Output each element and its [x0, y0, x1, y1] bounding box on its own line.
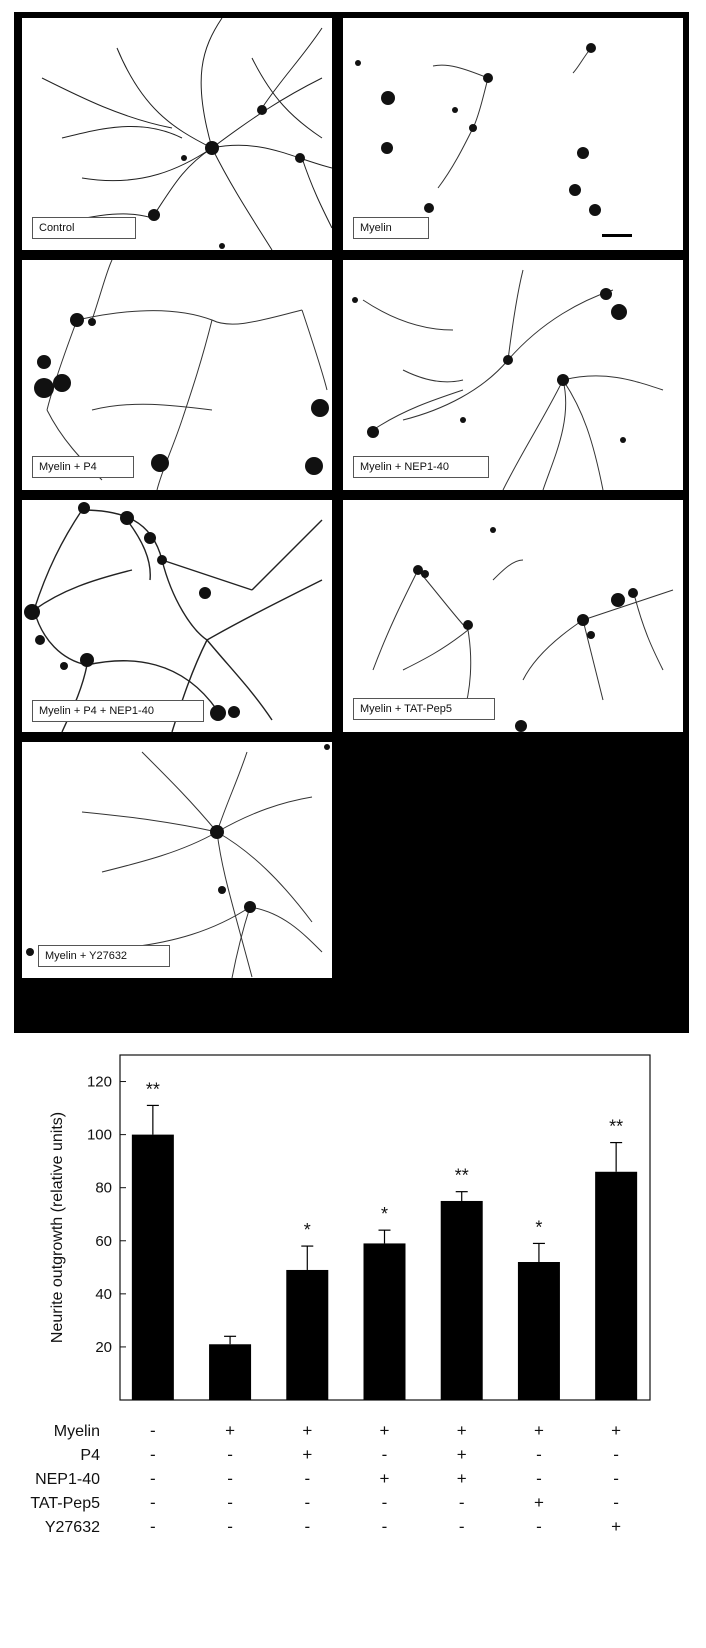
y-tick-label: 40: [95, 1285, 112, 1303]
neuron-image: [22, 742, 332, 978]
significance-marker: **: [145, 1079, 160, 1100]
condition-sign: -: [381, 1517, 388, 1536]
y-tick-label: 20: [95, 1338, 112, 1356]
condition-label: NEP1-40: [35, 1471, 100, 1488]
condition-sign: -: [536, 1445, 542, 1464]
panel-label: Myelin: [353, 217, 429, 239]
neuron-image: [343, 18, 683, 250]
micrograph-grid: [14, 12, 689, 1033]
bar-chart: [0, 1040, 706, 1648]
significance-marker: *: [535, 1217, 543, 1238]
condition-label: Y27632: [44, 1519, 100, 1536]
panel-myelin: [343, 18, 683, 250]
bar: [518, 1262, 560, 1400]
bar: [132, 1135, 174, 1400]
condition-sign: +: [533, 1421, 544, 1440]
bar: [286, 1270, 328, 1400]
condition-sign: -: [150, 1469, 156, 1488]
condition-sign: -: [613, 1445, 619, 1464]
condition-sign: -: [150, 1421, 156, 1440]
condition-sign: -: [536, 1517, 542, 1536]
y-tick-label: 120: [86, 1073, 112, 1091]
condition-sign: -: [227, 1517, 233, 1536]
condition-sign: -: [150, 1517, 156, 1536]
significance-marker: *: [380, 1204, 389, 1225]
panel-control: [22, 18, 332, 250]
significance-marker: *: [303, 1220, 311, 1241]
condition-label: P4: [80, 1447, 100, 1464]
condition-sign: -: [381, 1445, 388, 1464]
condition-sign: -: [458, 1517, 465, 1536]
condition-sign: +: [302, 1445, 313, 1464]
panel-label: Myelin + TAT-Pep5: [353, 698, 495, 720]
bar: [441, 1201, 483, 1400]
y-tick-label: 100: [86, 1126, 112, 1144]
condition-sign: -: [613, 1469, 619, 1488]
condition-sign: -: [381, 1493, 388, 1512]
condition-sign: +: [225, 1421, 236, 1440]
condition-sign: -: [304, 1469, 311, 1488]
condition-label: Myelin: [53, 1423, 100, 1440]
condition-sign: +: [456, 1469, 467, 1488]
bar: [364, 1243, 406, 1400]
condition-sign: -: [150, 1493, 156, 1512]
condition-sign: +: [379, 1469, 390, 1488]
condition-sign: -: [304, 1493, 311, 1512]
bar: [595, 1172, 637, 1400]
neuron-image: [22, 18, 332, 250]
neuron-image: [22, 500, 332, 732]
panel-myelin-p4-nep: [22, 500, 332, 732]
condition-sign: +: [611, 1517, 622, 1536]
panel-label: Myelin + P4 + NEP1-40: [32, 700, 204, 722]
condition-sign: +: [611, 1421, 622, 1440]
condition-label: TAT-Pep5: [30, 1495, 100, 1512]
panel-myelin-y27632: [22, 742, 332, 978]
panel-myelin-p4: [22, 260, 332, 490]
panel-label: Control: [32, 217, 136, 239]
y-tick-label: 80: [95, 1179, 112, 1197]
condition-sign: +: [533, 1493, 544, 1512]
scale-bar: [602, 234, 632, 237]
y-axis-label: Neurite outgrowth (relative units): [49, 1111, 66, 1344]
significance-marker: **: [454, 1165, 469, 1186]
condition-sign: -: [150, 1445, 156, 1464]
condition-sign: +: [302, 1421, 313, 1440]
condition-sign: -: [304, 1517, 311, 1536]
y-tick-label: 60: [95, 1232, 112, 1250]
condition-sign: -: [613, 1493, 619, 1512]
panel-label: Myelin + NEP1-40: [353, 456, 489, 478]
condition-sign: -: [536, 1469, 542, 1488]
condition-sign: -: [227, 1445, 233, 1464]
condition-sign: -: [458, 1493, 465, 1512]
condition-sign: +: [456, 1421, 467, 1440]
panel-label: Myelin + Y27632: [38, 945, 170, 967]
condition-sign: -: [227, 1493, 233, 1512]
significance-marker: **: [609, 1116, 624, 1137]
panel-myelin-tat: [343, 500, 683, 732]
bar: [209, 1344, 251, 1400]
condition-sign: +: [379, 1421, 390, 1440]
panel-label: Myelin + P4: [32, 456, 134, 478]
condition-sign: -: [227, 1469, 233, 1488]
condition-sign: +: [456, 1445, 467, 1464]
panel-myelin-nep: [343, 260, 683, 490]
